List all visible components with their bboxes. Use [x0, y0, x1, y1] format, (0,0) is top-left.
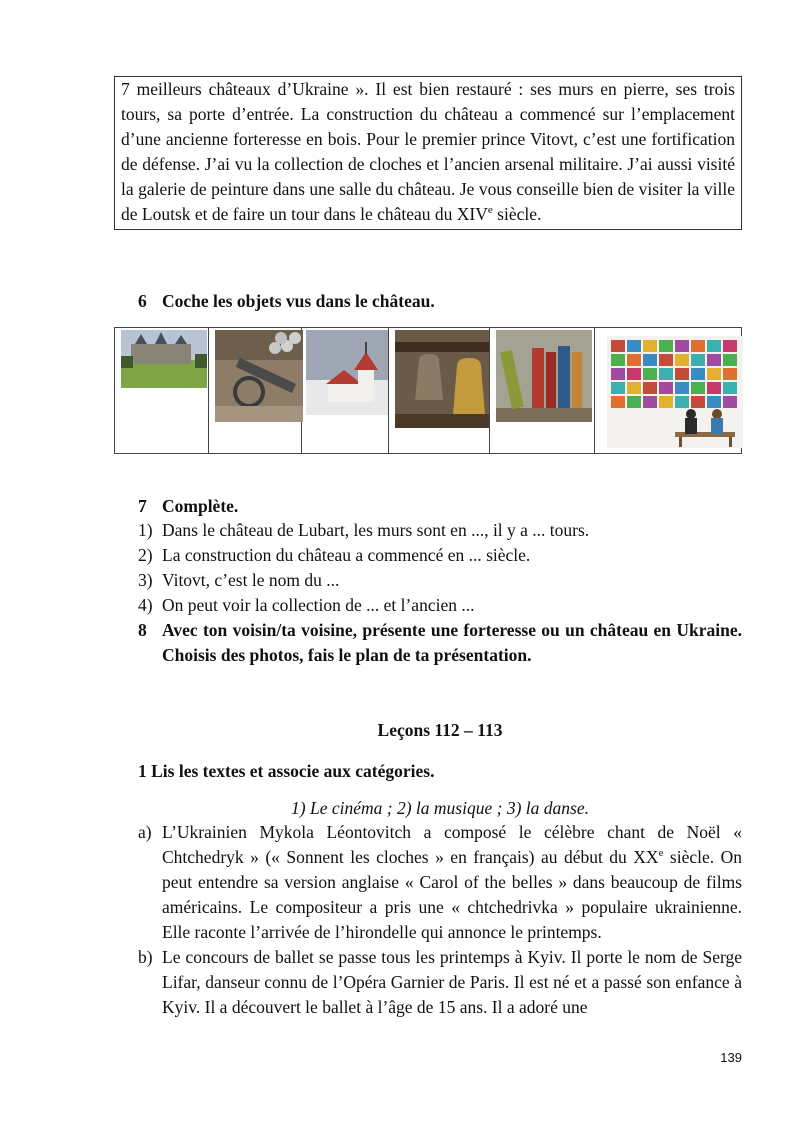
text-a-part2: siècle. On peut entendre sa version anglaise « Carol of the belles » dans beaucoup de films américains. Le compositeur a pris une « chtchedrivka » populaire ukrainienne. Elle raconte l’arrivée de l’hirondelle qui annonce le printemps. [162, 847, 742, 942]
reading-text-box [114, 76, 742, 230]
bells-photo [395, 330, 489, 428]
books-photo [496, 330, 592, 422]
church-photo [306, 330, 388, 415]
list-item-text: La construction du château a commencé en ... siècle. [162, 545, 531, 565]
castle-photo [121, 330, 207, 388]
exercise-7-list [138, 518, 742, 668]
castle-photo-svg [121, 330, 207, 388]
lesson-title: Leçons 112 – 113 [377, 720, 503, 740]
list-item-text: On peut voir la collection de ... et l’ancien ... [162, 595, 475, 615]
list-marker: 2) [138, 545, 153, 565]
list-item [138, 518, 742, 543]
exercise-7-title [138, 494, 238, 519]
reading-text-end: siècle. [492, 204, 542, 224]
reading-text [121, 77, 735, 227]
list-item [138, 593, 742, 618]
list-item-text: Vitovt, c’est le nom du ... [162, 570, 340, 590]
image-checklist-table [114, 327, 742, 454]
reading-text-body: 7 meilleurs châteaux d’Ukraine ». Il est bien restauré : ses murs en pierre, ses trois tours, sa porte d’entrée. La construction du château a commencé sur l’emplacement d’une ancienne forteresse en bois. Pour le premier prince Vitovt, c’est une fortification de défense. J’ai vu la collection de cloches et l’ancien arsenal militaire. J’ai aussi visité la galerie de peinture dans une salle du château. Je vous conseille bien de visiter la ville de Loutsk et de faire un tour dans le château du XIV [121, 79, 735, 224]
list-marker: 4) [138, 595, 153, 615]
list-item [138, 543, 742, 568]
exercise-7-number: 7 [138, 496, 147, 516]
gallery-photo-svg [607, 336, 743, 448]
image-cell-castle[interactable] [115, 328, 209, 454]
exercise-1-texts [138, 820, 742, 1020]
page-number: 139 [720, 1050, 742, 1065]
exercise-6-instruction: Coche les objets vus dans le château. [162, 291, 435, 311]
exercise-1-title: 1 Lis les textes et associe aux catégories. [138, 761, 435, 781]
categories-line: 1) Le cinéma ; 2) la musique ; 3) la danse. [291, 798, 589, 818]
gallery-photo [607, 336, 743, 448]
image-cell-gallery[interactable] [595, 328, 742, 454]
image-cell-cannon[interactable] [209, 328, 302, 454]
cannon-photo-svg [215, 330, 303, 422]
exercise-6-number: 6 [138, 291, 147, 311]
exercise-8-number: 8 [138, 620, 147, 640]
bells-photo-svg [395, 330, 489, 428]
image-cell-church[interactable] [302, 328, 389, 454]
exercise-8 [138, 618, 742, 668]
list-item [138, 568, 742, 593]
books-photo-svg [496, 330, 592, 422]
text-a-marker: a) [138, 822, 152, 842]
text-b-marker: b) [138, 947, 153, 967]
church-photo-svg [306, 330, 388, 415]
century-superscript: e [658, 847, 664, 860]
exercise-8-instruction: Avec ton voisin/ta voisine, présente une forteresse ou un château en Ukraine. Choisis des photos, fais le plan de ta présentation. [162, 620, 742, 665]
text-a [138, 820, 742, 945]
exercise-6-title [138, 289, 435, 314]
text-b-body: Le concours de ballet se passe tous les printemps à Kyiv. Il porte le nom de Serge Lifar, danseur connu de l’Opéra Garnier de Paris. Il est né et a passé son enfance à Kyiv. Il a découvert le ballet à l’âge de 15 ans. Il a adoré une [162, 947, 742, 1017]
text-a-part1: L’Ukrainien Mykola Léontovitch a composé le célèbre chant de Noël « Chtchedryk » (« Sonnent les cloches » en français) au début du XX [162, 822, 742, 867]
text-b [138, 945, 742, 1020]
exercise-7-instruction: Complète. [162, 496, 239, 516]
text-a-body [162, 820, 742, 945]
list-marker: 3) [138, 570, 153, 590]
image-cell-bells[interactable] [389, 328, 490, 454]
list-item-text: Dans le château de Lubart, les murs sont en ..., il y a ... tours. [162, 520, 590, 540]
century-superscript: e [487, 204, 493, 217]
cannon-photo [215, 330, 303, 422]
image-cell-books[interactable] [490, 328, 595, 454]
list-marker: 1) [138, 520, 153, 540]
